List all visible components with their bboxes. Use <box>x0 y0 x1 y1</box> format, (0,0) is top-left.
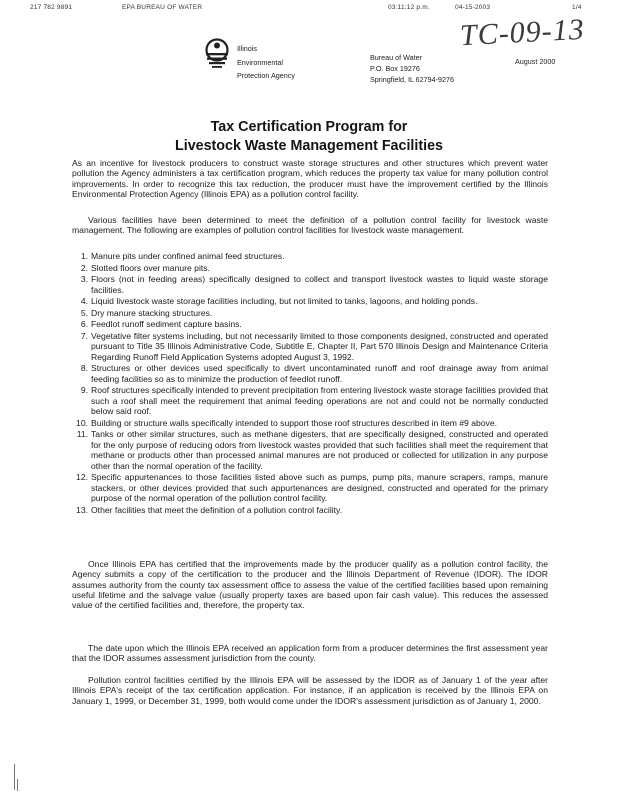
fax-time: 03:11:12 p.m. <box>388 4 430 11</box>
agency-line: Illinois <box>237 44 257 53</box>
fax-sender: EPA BUREAU OF WATER <box>122 4 203 11</box>
list-item <box>72 505 548 515</box>
intro-paragraph: As an incentive for livestock producers to construct waste storage structures and other structures which prevent water pollution the Agency administers a tax certification program, which reduces the property tax value for many pollution control improvements. In order to recognize this tax reduction, the producer must have the improvement certified by the Illinois Environmental Protection Agency (Illinois EPA) as a pollution control facility. <box>72 158 548 199</box>
item-number: 9. <box>80 385 88 396</box>
list-intro-paragraph: Various facilities have been determined to meet the definition of a pollution control facility for livestock waste management. The following are examples of pollution control facilities for livestock waste management. <box>72 215 548 236</box>
bureau-line: Springfield, IL 62794-9276 <box>370 75 455 84</box>
item-number: 10. <box>76 417 88 428</box>
list-item <box>72 385 548 416</box>
scan-artifact <box>17 779 18 791</box>
agency-line: Environmental <box>237 57 283 67</box>
item-text: Roof structures specifically intended to prevent precipitation from entering livestock waste storage facilities provided that such a roof shall meet the requirement that animal feeding operations are not and could not be normally conducted below said roof. <box>91 385 548 417</box>
list-item <box>72 274 548 295</box>
item-text: Vegetative filter systems including, but not necessarily limited to those components designed, constructed and operated pursuant to Title 35 Illinois Administrative Code, Subtitle E, Chapter II, Part 570 Illinois Design and Maintenance Criteria Regarding Runoff Field Application Systems adopted August 3, 1992. <box>91 330 548 362</box>
list-item <box>72 319 548 329</box>
item-text: Liquid livestock waste storage facilities including, but not limited to tanks, lagoons, and holding ponds. <box>91 296 478 307</box>
title-line-1: Tax Certification Program for <box>210 119 408 135</box>
list-item <box>72 296 548 306</box>
item-text: Dry manure stacking structures. <box>91 307 213 318</box>
item-number: 2. <box>80 262 88 273</box>
list-item <box>72 251 548 261</box>
fax-header <box>0 4 618 14</box>
item-number: 4. <box>80 296 88 307</box>
page-title <box>0 118 618 156</box>
item-number: 12. <box>76 472 88 483</box>
item-number: 6. <box>80 319 88 330</box>
item-number: 7. <box>80 330 88 341</box>
item-text: Floors (not in feeding areas) specifically designed to collect and transport livestock wastes to liquid waste storage facilities. <box>91 274 548 295</box>
fax-phone: 217 782 9891 <box>30 4 73 11</box>
facility-examples-list <box>72 251 548 516</box>
bureau-line: P.O. Box 19276 <box>370 64 420 73</box>
item-number: 11. <box>76 429 88 440</box>
item-text: Slotted floors over manure pits. <box>91 262 210 273</box>
item-text: Tanks or other similar structures, such as methane digesters, that are specifically designed, constructed and operated for the only purpose of reducing odors from livestock wastes provided that such facilities shall meet the requirement that methane or products other than processed animal manures are not produced or collected for utilization in any purpose other than the normal operation of the facility. <box>91 429 548 471</box>
list-item <box>72 472 548 503</box>
list-item <box>72 429 548 471</box>
list-item <box>72 418 548 428</box>
list-item <box>72 308 548 318</box>
list-item <box>72 363 548 384</box>
assessment-year-paragraph: The date upon which the Illinois EPA received an application form from a producer determines the first assessment year that the IDOR assumes assessment jurisdiction from the county. <box>72 643 548 664</box>
item-number: 5. <box>80 307 88 318</box>
assessment-date-paragraph: Pollution control facilities certified by the Illinois EPA will be assessed by the IDOR as of January 1 of the year after Illinois EPA's receipt of the tax certification application. For instance, if an application is received by the Illinois EPA on January 1, 1999, or December 31, 1999, both would come under the IDOR's assessment jurisdiction as of January 1, 2000. <box>72 675 548 706</box>
fax-date: 04-15-2003 <box>455 4 491 11</box>
list-item <box>72 263 548 273</box>
agency-line: Protection Agency <box>237 71 295 80</box>
item-text: Manure pits under confined animal feed structures. <box>91 251 285 261</box>
agency-name <box>237 42 295 83</box>
fax-page-count: 1/4 <box>572 4 582 11</box>
item-text: Specific appurtenances to those facilities listed above such as pumps, pump pits, manure scrapers, ramps, manure stackers, or other devices provided that such appurtenances are designed, constructed and operated for the primary purpose of the normal operation of the pollution control facility. <box>91 472 548 503</box>
list-item <box>72 331 548 362</box>
item-text: Structures or other devices used specifically to divert uncontaminated runoff and roof drainage away from animal feeding facilities so as to minimize the production of feedlot runoff. <box>91 363 548 384</box>
title-line-2: Livestock Waste Management Facilities <box>174 138 444 154</box>
certification-paragraph: Once Illinois EPA has certified that the improvements made by the producer qualify as a pollution control facility, the Agency submits a copy of the certification to the producer and the Illinois Department of Revenue (IDOR). The IDOR assumes authority from the county tax assessment office to assess the value of the certified facilities based upon remaining useful lifetime and the salvage value (usually property taxes are based upon fair cash value). This reduces the assessed value of the certified facilities and, therefore, the property tax. <box>72 559 548 611</box>
document-date: August 2000 <box>515 57 556 66</box>
scan-artifact <box>14 764 15 790</box>
handwritten-note: TC-09-13 <box>459 12 586 53</box>
item-number: 3. <box>80 274 88 285</box>
item-number: 13. <box>76 504 88 515</box>
item-number: 8. <box>80 363 88 374</box>
bureau-address <box>370 52 454 85</box>
illinois-epa-logo-icon <box>203 37 231 69</box>
item-text: Other facilities that meet the definition of a pollution control facility. <box>91 504 343 515</box>
bureau-line: Bureau of Water <box>370 53 423 62</box>
item-number: 1. <box>80 251 88 261</box>
item-text: Feedlot runoff sediment capture basins. <box>91 319 242 330</box>
item-text: Building or structure walls specifically intended to support those roof structures described in item #9 above. <box>91 417 498 428</box>
